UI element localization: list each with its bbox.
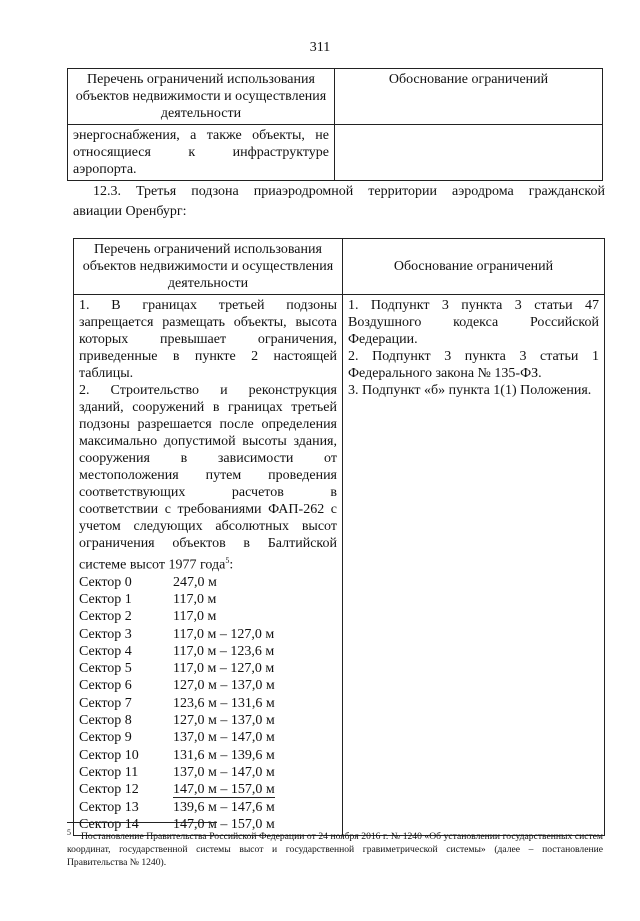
sector-name: Сектор 14 — [79, 816, 139, 832]
text-line — [79, 552, 337, 574]
sector-height-value: 117,0 м – 123,6 м — [173, 643, 275, 659]
header-justification: Обоснование ограничений — [343, 239, 605, 295]
sector-name: Сектор 3 — [79, 626, 132, 642]
sector-height-value: 117,0 м — [173, 591, 217, 607]
text-line: соответствующих расчетов в — [79, 485, 337, 500]
text-line: Федерального закона № 135-ФЗ. — [348, 366, 542, 381]
sector-row — [79, 677, 337, 694]
sector-row — [79, 574, 337, 591]
sector-height-value: 247,0 м — [173, 574, 217, 590]
sector-row — [79, 781, 337, 798]
header-restrictions: Перечень ограничений использования объектов недвижимости и осуществления деятельности — [74, 239, 343, 295]
justification-cell — [335, 125, 603, 181]
restriction-cell — [68, 125, 335, 181]
sector-height — [173, 764, 337, 781]
sector-height — [173, 643, 337, 660]
sector-row — [79, 695, 337, 712]
text-line: которых превышает ограничения, — [79, 332, 337, 347]
sector-height-value: 147,0 м – 157,0 м — [173, 782, 275, 798]
footnote-divider — [67, 822, 217, 823]
sector-height-value: 137,0 м – 147,0 м — [173, 730, 275, 746]
text-line: 1. В границах третьей подзоны — [79, 298, 337, 313]
sector-row — [79, 643, 337, 660]
text-line: запрещается размещать объекты, высота — [79, 315, 337, 330]
section-line: авиации Оренбург: — [73, 204, 187, 219]
sector-row — [79, 747, 337, 764]
sector-height — [173, 729, 337, 746]
footnote-reference: 5 — [225, 556, 230, 565]
header-justification: Обоснование ограничений — [335, 69, 603, 125]
text-line: 2. Подпункт 3 пункта 3 статьи 1 — [348, 349, 599, 364]
sector-name: Сектор 10 — [79, 747, 139, 763]
sector-height-list — [79, 574, 337, 833]
section-line: 12.3. Третья подзона приаэродромной территории аэродрома гражданской — [93, 184, 605, 199]
section-heading-12-3 — [73, 182, 605, 222]
justification-cell — [343, 295, 605, 836]
sector-name: Сектор 7 — [79, 695, 132, 711]
sector-height — [173, 677, 337, 694]
footnote-number: 5 — [67, 828, 71, 837]
sector-height-value: 139,6 м – 147,6 м — [173, 799, 275, 815]
sector-row — [79, 660, 337, 677]
sector-row — [79, 626, 337, 643]
sector-row — [79, 764, 337, 781]
sector-name: Сектор 11 — [79, 764, 139, 780]
sector-height-value: 117,0 м — [173, 609, 217, 625]
sector-name: Сектор 0 — [79, 574, 132, 590]
sector-row — [79, 712, 337, 729]
sector-height — [173, 660, 337, 677]
sector-height — [173, 591, 337, 608]
sector-name: Сектор 5 — [79, 661, 132, 677]
sector-row — [79, 591, 337, 608]
table-header-row — [74, 239, 605, 295]
sector-height — [173, 799, 337, 816]
sector-name: Сектор 2 — [79, 609, 132, 625]
text-line: сооружения в зависимости от — [79, 451, 337, 466]
text-line: 3. Подпункт «б» пункта 1(1) Положения. — [348, 383, 592, 398]
text-line: приведенные в пункте 2 настоящей — [79, 349, 337, 364]
sector-name: Сектор 8 — [79, 713, 132, 729]
text-line: ограничения объектов в Балтийской — [79, 536, 337, 551]
sector-height-value: 131,6 м – 139,6 м — [173, 747, 275, 763]
sector-name: Сектор 9 — [79, 730, 132, 746]
sector-height — [173, 712, 337, 729]
text-line: учетом следующих абсолютных высот — [79, 519, 337, 534]
text-line: Федерации. — [348, 332, 418, 347]
sector-height-value: 117,0 м – 127,0 м — [173, 626, 275, 642]
text-line: подзоны разрешается после определения — [79, 417, 337, 432]
table-row — [68, 125, 603, 181]
table-row — [74, 295, 605, 836]
restrictions-table-continued — [67, 68, 603, 181]
text-line: Воздушного кодекса Российской — [348, 315, 599, 330]
footnote-text: Постановление Правительства Российской Федерации от 24 ноября 2016 г. № 1240 «Об установлении государственных систем координат, государственной системы высот и государственной гравиметрической системы» (далее – постановление Правительства № 1240). — [67, 831, 603, 869]
text-line: энергоснабжения, а также объекты, не — [73, 128, 329, 143]
sector-height — [173, 608, 337, 625]
sector-row — [79, 799, 337, 816]
page-number: 311 — [309, 40, 331, 55]
sector-height-value: 123,6 м – 131,6 м — [173, 695, 275, 711]
sector-row — [79, 608, 337, 625]
text-line: относящиеся к инфраструктуре — [73, 145, 329, 160]
text-line: таблицы. — [79, 366, 134, 381]
sector-height — [173, 626, 337, 643]
text-line: соответствии с требованиями ФАП-262 с — [79, 502, 337, 517]
text-fragment: системе высот 1977 года — [79, 557, 226, 573]
sector-height-value: 117,0 м – 127,0 м — [173, 661, 275, 677]
footnote — [67, 826, 603, 869]
sector-height-value: 147,0 м – 157,0 м — [173, 816, 275, 832]
text-line: 1. Подпункт 3 пункта 3 статьи 47 — [348, 298, 599, 313]
justification-item-2 — [348, 348, 599, 382]
text-line: местоположения путем проведения — [79, 468, 337, 483]
sector-height — [173, 747, 337, 764]
text-line: максимально допустимой высоты здания, — [79, 434, 337, 449]
sector-height-value: 127,0 м – 137,0 м — [173, 713, 275, 729]
text-line: аэропорта. — [73, 162, 137, 177]
sector-height — [173, 695, 337, 712]
sector-name: Сектор 13 — [79, 799, 139, 815]
header-restrictions: Перечень ограничений использования объектов недвижимости и осуществления деятельности — [68, 69, 335, 125]
restriction-cell — [74, 295, 343, 836]
justification-item-3 — [348, 382, 599, 399]
sector-name: Сектор 6 — [79, 678, 132, 694]
justification-item-1 — [348, 297, 599, 348]
third-subzone-table — [73, 238, 605, 836]
sector-row — [79, 729, 337, 746]
sector-name: Сектор 1 — [79, 591, 132, 607]
sector-height-value: 137,0 м – 147,0 м — [173, 764, 275, 780]
text-line: зданий, сооружений в границах третьей — [79, 400, 337, 415]
sector-name: Сектор 4 — [79, 643, 132, 659]
text-fragment: : — [229, 557, 234, 573]
sector-height — [173, 781, 337, 798]
sector-name: Сектор 12 — [79, 782, 139, 798]
text-line: 2. Строительство и реконструкция — [79, 383, 337, 398]
sector-height — [173, 574, 337, 591]
sector-height-value: 127,0 м – 137,0 м — [173, 678, 275, 694]
table-header-row — [68, 69, 603, 125]
